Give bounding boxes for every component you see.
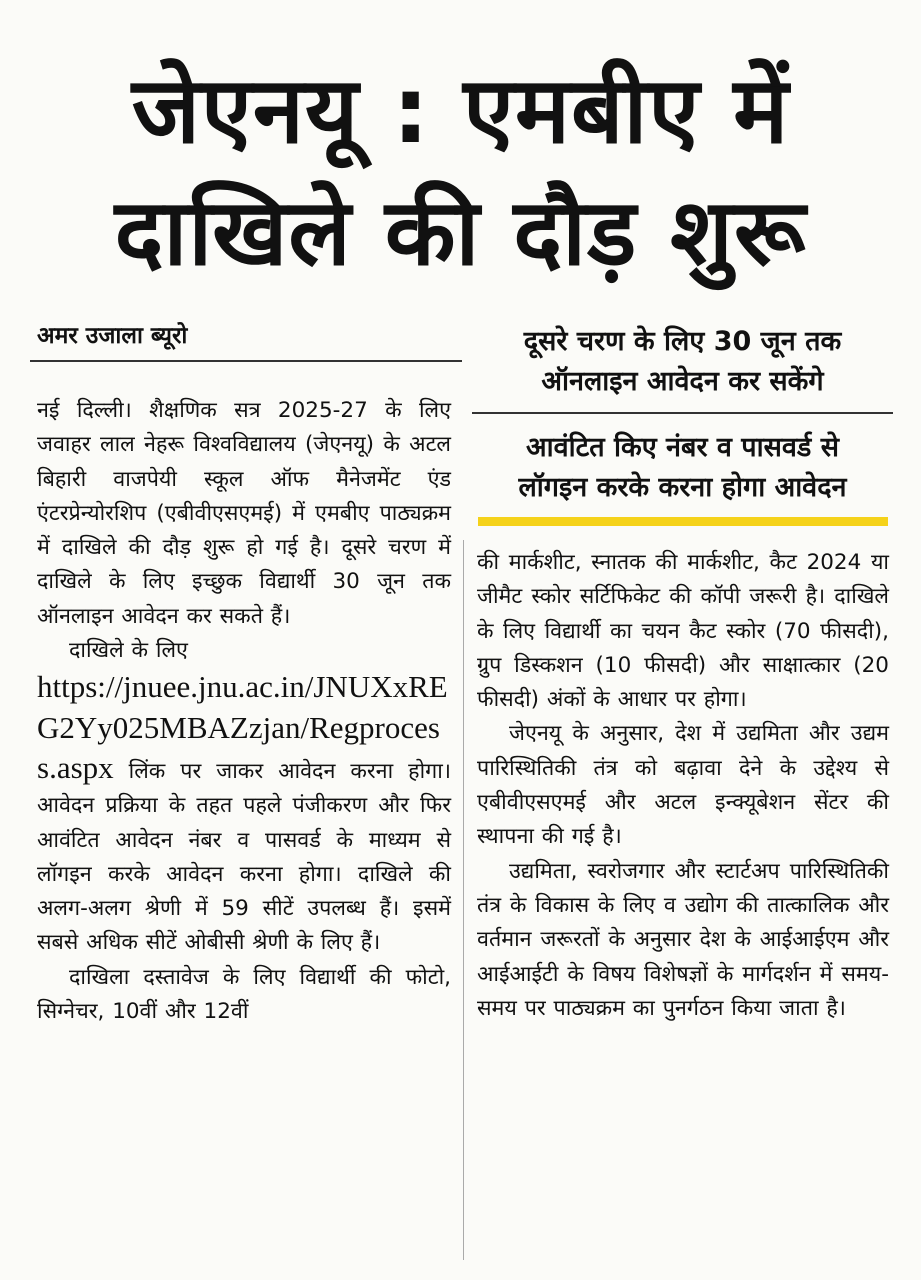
paragraph-curriculum: उद्यमिता, स्वरोजगार और स्टार्टअप पारिस्थितिकी तंत्र के विकास के लिए व उद्योग की तात्कालिक और वर्तमान जरूरतों के अनुसार देश के आईआईएम और आईआईटी के विषय विशेषज्ञों के मार्गदर्शन में समय-समय पर पाठ्यक्रम का पुनर्गठन किया जाता है।: [477, 858, 889, 1021]
byline: अमर उजाला ब्यूरो: [37, 323, 188, 349]
paragraph-application: [37, 634, 451, 961]
subhead-secondary: [472, 428, 893, 508]
subhead-primary-line-2: ऑनलाइन आवेदन कर सकेंगे: [541, 366, 824, 397]
headline-line-1: जेएनयू : एमबीए में: [131, 57, 790, 164]
highlight-bar: [478, 517, 888, 526]
application-details: लिंक पर जाकर आवेदन करना होगा। आवेदन प्रक्रिया के तहत पहले पंजीकरण और फिर आवंटित आवेदन नंबर व पासवर्ड के माध्यम से लॉगइन करके आवेदन करना होगा। दाखिले की अलग-अलग श्रेणी में 59 सीटें उपलब्ध हैं। इसमें सबसे अधिक सीटें ओबीसी श्रेणी के लिए हैं।: [37, 758, 451, 956]
subhead-primary: [472, 322, 893, 402]
registration-url: https://jnuee.jnu.ac.in/JNUXxREG2Yy025MBAZzjan/Regprocess.aspx: [37, 669, 448, 785]
paragraph-intro: नई दिल्ली। शैक्षणिक सत्र 2025-27 के लिए जवाहर लाल नेहरू विश्वविद्यालय (जेएनयू) के अटल बिहारी वाजपेयी स्कूल ऑफ मैनेजमेंट एंड एंटरप्रेन्योरशिप (एबीवीएसएमई) में एमबीए पाठ्यक्रम में दाखिले की दौड़ शुरू हो गई है। दूसरे चरण में दाखिले के लिए इच्छुक विद्यार्थी 30 जून तक ऑनलाइन आवेदन कर सकते हैं।: [37, 398, 451, 629]
paragraph-purpose: जेएनयू के अनुसार, देश में उद्यमिता और उद्यम पारिस्थितिकी तंत्र को बढ़ावा देने के उद्देश्य से एबीवीएसएमई और अटल इन्क्यूबेशन सेंटर की स्थापना की गई है।: [477, 721, 889, 850]
headline: [30, 50, 891, 294]
application-lead: दाखिले के लिए: [69, 638, 188, 664]
subhead-secondary-line-2: लॉगइन करके करना होगा आवेदन: [518, 472, 847, 503]
headline-line-2: दाखिले की दौड़ शुरू: [114, 179, 807, 286]
byline-rule: [30, 360, 462, 362]
column-divider: [463, 540, 464, 1260]
subhead-secondary-line-1: आवंटित किए नंबर व पासवर्ड से: [525, 432, 839, 463]
right-column: [477, 546, 889, 1026]
subhead-primary-line-1: दूसरे चरण के लिए 30 जून तक: [523, 326, 842, 357]
subhead-rule: [472, 412, 893, 414]
paragraph-documents: दाखिला दस्तावेज के लिए विद्यार्थी की फोटो, सिग्नेचर, 10वीं और 12वीं: [37, 964, 451, 1025]
left-column: [37, 394, 451, 1029]
paragraph-selection: की मार्कशीट, स्नातक की मार्कशीट, कैट 2024 या जीमैट स्कोर सर्टिफिकेट की कॉपी जरूरी है। दाखिले के लिए विद्यार्थी का चयन कैट स्कोर (70 फीसदी), ग्रुप डिस्कशन (10 फीसदी) और साक्षात्कार (20 फीसदी) अंकों के आधार पर होगा।: [477, 550, 889, 713]
